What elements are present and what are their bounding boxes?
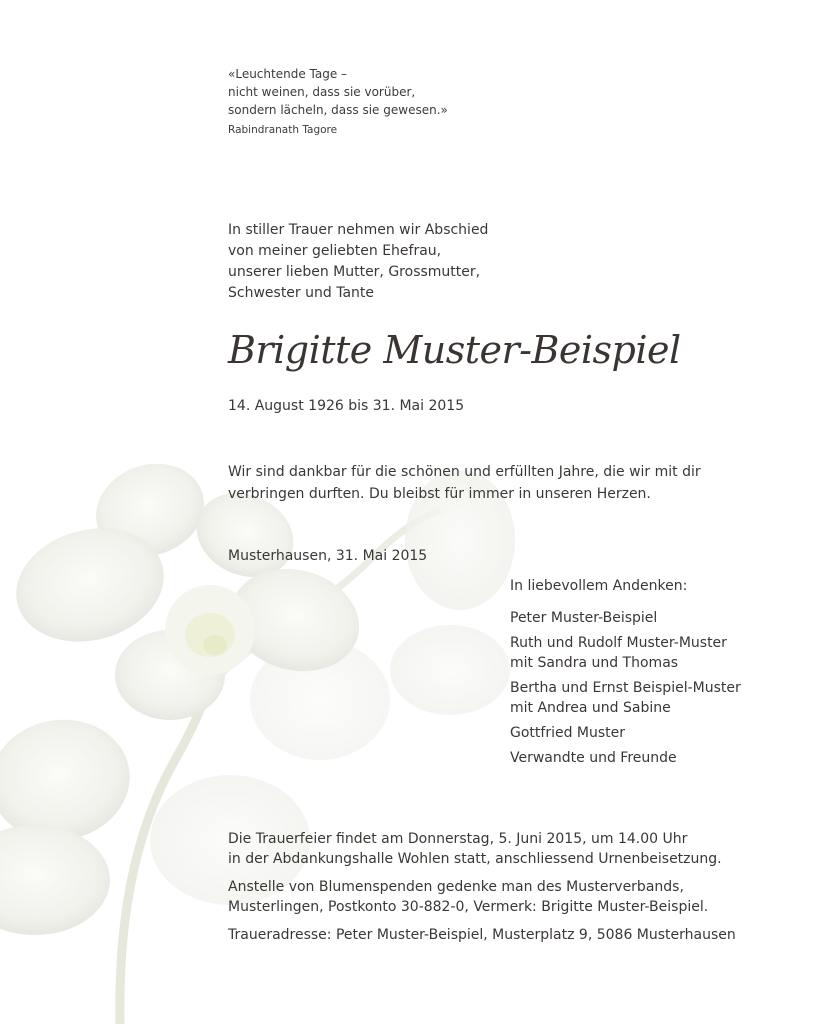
thanks-line: Wir sind dankbar für die schönen und erfüllten Jahre, die wir mit dir [228,464,701,480]
mourners-heading: In liebevollem Andenken: [510,578,688,594]
mourner-line: Ruth und Rudolf Muster-Muster [510,635,727,651]
mourner-entry [510,678,810,718]
place-date: Musterhausen, 31. Mai 2015 [228,548,428,564]
ceremony-line: Die Trauerfeier findet am Donnerstag, 5. Juni 2015, um 14.00 Uhr [228,831,688,847]
mourner-line: Verwandte und Freunde [510,750,677,766]
donation-line: Musterlingen, Postkonto 30-882-0, Vermerk: Brigitte Muster-Beispiel. [228,899,709,915]
quote-line: nicht weinen, dass sie vorüber, [228,85,416,99]
mourner-entry [510,748,810,768]
life-dates: 14. August 1926 bis 31. Mai 2015 [228,398,465,414]
intro-line: von meiner geliebten Ehefrau, [228,243,442,259]
quote-line: «Leuchtende Tage – [228,67,348,81]
quote-line: sondern lächeln, dass sie gewesen.» [228,103,448,117]
thanks-line: verbringen durften. Du bleibst für immer in unseren Herzen. [228,486,651,502]
mourner-entry [510,723,810,743]
epigraph-quote [228,65,448,139]
thanks-text [228,461,728,505]
mourner-line: mit Andrea und Sabine [510,700,671,716]
intro-text [228,220,488,304]
mourner-entry [510,633,810,673]
mourning-address: Traueradresse: Peter Muster-Beispiel, Musterplatz 9, 5086 Musterhausen [228,927,736,943]
funeral-details [228,829,788,953]
intro-line: Schwester und Tante [228,285,374,301]
deceased-name: Brigitte Muster-Beispiel [228,328,681,372]
intro-line: unserer lieben Mutter, Grossmutter, [228,264,481,280]
mourner-line: Gottfried Muster [510,725,626,741]
mourners-list [510,576,810,773]
mourner-line: Bertha und Ernst Beispiel-Muster [510,680,741,696]
donation-line: Anstelle von Blumenspenden gedenke man des Musterverbands, [228,879,684,895]
mourner-line: Peter Muster-Beispiel [510,610,658,626]
intro-line: In stiller Trauer nehmen wir Abschied [228,222,489,238]
ceremony-info [228,829,788,869]
mourner-line: mit Sandra und Thomas [510,655,679,671]
ceremony-line: in der Abdankungshalle Wohlen statt, anschliessend Urnenbeisetzung. [228,851,722,867]
mourner-entry [510,608,810,628]
quote-author: Rabindranath Tagore [228,124,338,136]
donation-info [228,877,788,917]
